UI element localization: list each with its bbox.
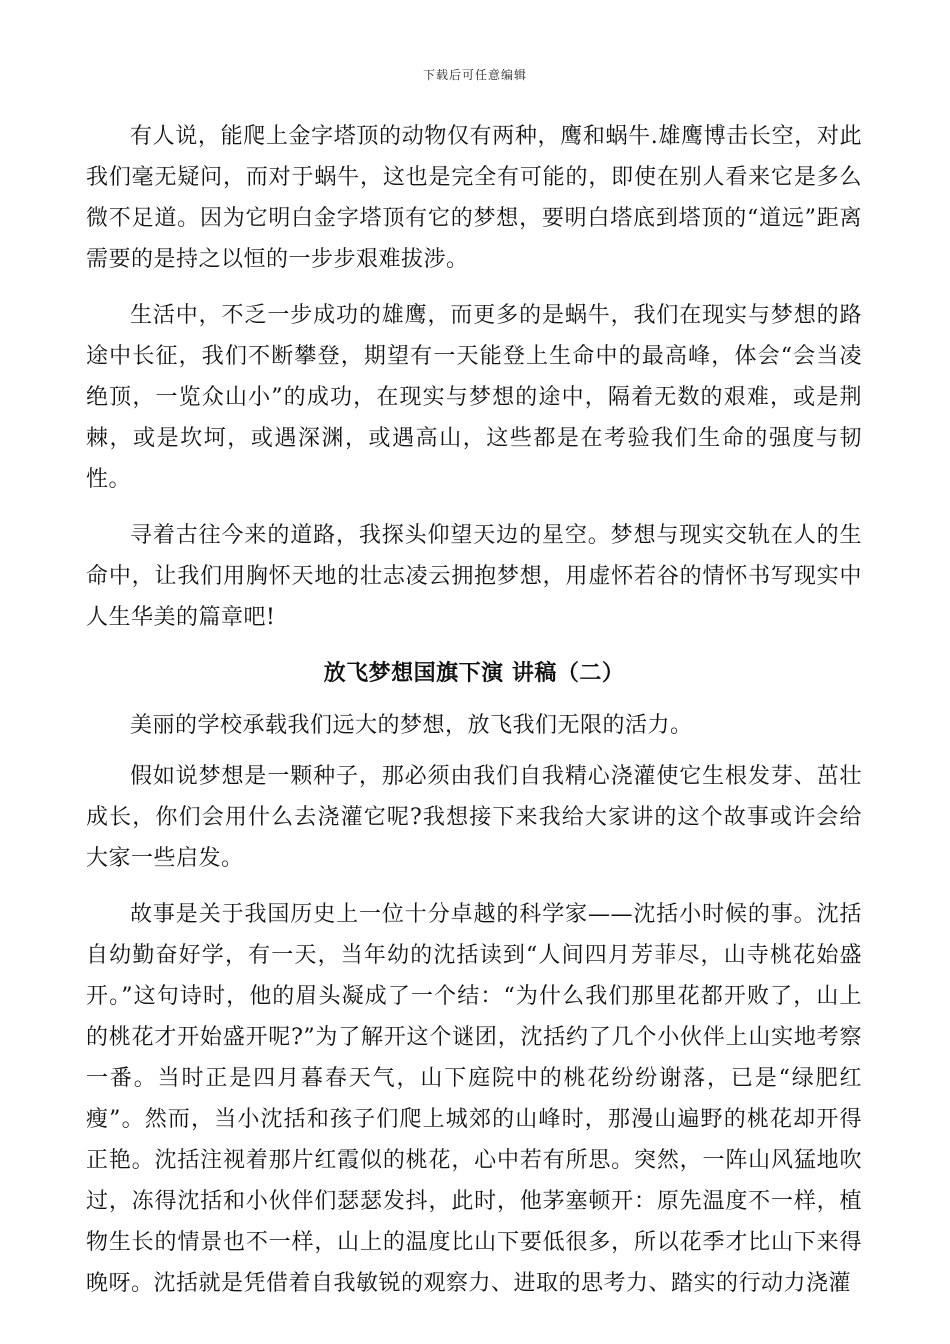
section-title: 放飞梦想国旗下演 讲稿（二） xyxy=(323,660,625,686)
paragraph-starry-sky: 寻着古往今来的道路，我探头仰望天边的星空。梦想与现实交轨在人的生命中，让我们用胸怀天地的壮志凌云拥抱梦想，用虚怀若谷的情怀书写现实中人生华美的篇章吧! xyxy=(86,523,862,630)
page-header: 下载后可任意编辑 xyxy=(422,68,527,82)
paragraph-school-dream: 美丽的学校承载我们远大的梦想，放飞我们无限的活力。 xyxy=(130,713,693,738)
paragraph-shen-kuo-story: 故事是关于我国历史上一位十分卓越的科学家——沈括小时候的事。沈括自幼勤奋好学，有一天，当年幼的沈括读到“人间四月芳菲尽，山寺桃花始盛开。”这句诗时，他的眉头凝成了一个结：“为什么我们那里花都开败了，山上的桃花才开始盛开呢?”为了解开这个谜团，沈括约了几个小伙伴上山实地考察一番。当时正是四月暮春天气，山下庭院中的桃花纷纷谢落，已是“绿肥红瘦”。然而，当小沈括和孩子们爬上城郊的山峰时，那漫山遍野的桃花却开得正艳。沈括注视着那片红霞似的桃花，心中若有所思。突然，一阵山风猛地吹过，冻得沈括和小伙伴们瑟瑟发抖，此时，他茅塞顿开：原先温度不一样，植物生长的情景也不一样，山上的温度比山下要低很多，所以花季才比山下来得晚呀。沈括就是凭借着自我敏锐的观察力、进取的思考力、踏实的行动力浇灌 xyxy=(86,902,862,1296)
paragraph-seed-metaphor: 假如说梦想是一颗种子，那必须由我们自我精心浇灌使它生根发芽、茁壮成长，你们会用什么去浇灌它呢?我想接下来我给大家讲的这个故事或许会给大家一些启发。 xyxy=(86,764,862,871)
paragraph-snail-eagle: 有人说，能爬上金字塔顶的动物仅有两种，鹰和蜗牛.雄鹰博击长空，对此我们毫无疑问，而对于蜗牛，这也是完全有可能的，即使在别人看来它是多么微不足道。因为它明白金字塔顶有它的梦想，要明白塔底到塔顶的“道远”距离需要的是持之以恒的一步步艰难拔涉。 xyxy=(86,124,862,272)
document-body xyxy=(86,116,862,1319)
paragraph-life-journey: 生活中，不乏一步成功的雄鹰，而更多的是蜗牛，我们在现实与梦想的路途中长征，我们不断攀登，期望有一天能登上生命中的最高峰，体会“会当凌绝顶，一览众山小”的成功，在现实与梦想的途中，隔着无数的艰难，或是荆棘，或是坎坷，或遇深渊，或遇高山，这些都是在考验我们生命的强度与韧性。 xyxy=(86,303,862,492)
